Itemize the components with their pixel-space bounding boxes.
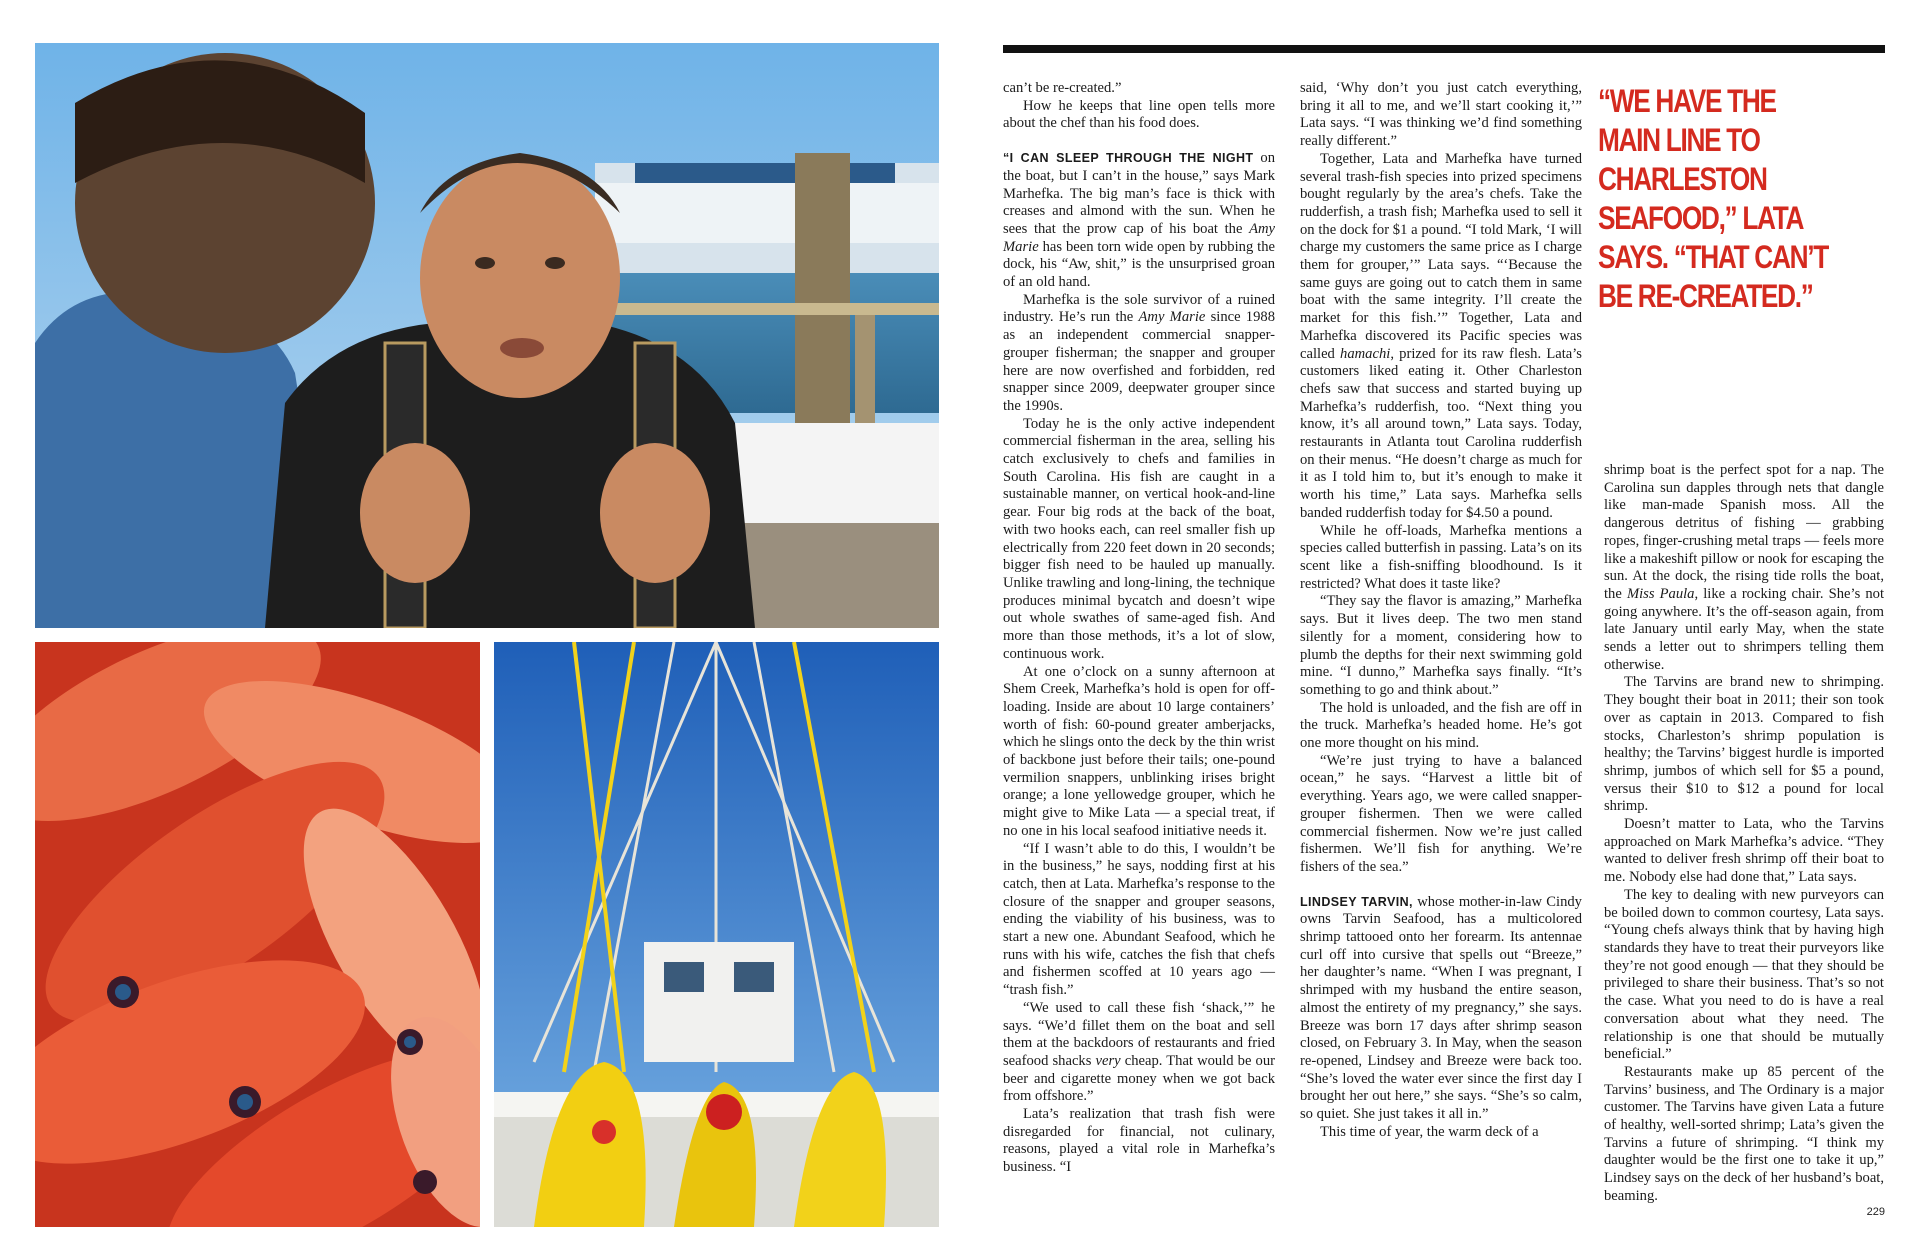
paragraph: shrimp boat is the perfect spot for a nap. The Carolina sun dapples through nets that dangle like man-made Spanish moss. All the dangerous detritus of fishing — grabbing ropes, finger-crushing metal traps — feels more like a makeshift pillow or nook for escaping the sun. At the dock, the rising tide rolls the boat, the Miss Paula, like a rocking chair. She’s not going anywhere. It’s the off-season again, from late January until early May, when the state sends a letter out to shrimpers telling them otherwise. [1604,462,1884,673]
paragraph: How he keeps that line open tells more about the chef than his food does. [1003,97,1275,132]
paragraph: “If I wasn’t able to do this, I wouldn’t be in the business,” he says, nodding first at his catch, then at Lata. Marhefka’s response to the closure of the snapper and grouper seasons, ending the viability of his business, was to start a new one. Abundant Seafood, which he runs with his wife, catches the fish that chefs and fishermen scoffed at 10 years ago — “trash fish.” [1003,840,1275,999]
pull-quote: “WE HAVE THE MAIN LINE TO CHARLESTON SEAFOOD,” LATA SAYS. “THAT CAN’T BE RE-CREATED.” [1598,83,1828,314]
paragraph: The key to dealing with new purveyors can be boiled down to common courtesy, Lata says. “Young chefs always think that by having high standards they have to treat their purveyors like they’re not good enough — that they should be privileged to share their business. That’s so not the case. What you need to do is have a real conversation about what they need. The relationship is one that should be mutually beneficial.” [1604,886,1884,1063]
section-lead-in: LINDSEY TARVIN, [1300,894,1413,909]
paragraph: can’t be re-created.” [1003,80,1122,96]
paragraph: Lata’s realization that trash fish were disregarded for financial, not culinary, reasons, played a vital role in Marhefka’s business. “I [1003,1106,1275,1176]
paragraph: Today he is the only active independent commercial fisherman in the area, selling his catch exclusively to chefs and families in South Carolina. His fish are caught in a sustainable manner, on vertical hook-and-line gear. Four big rods at the back of the boat, with two hooks each, can reel smaller fish up electrically from 220 feet down in 20 seconds; bigger fish need to be hauled up manually. Unlike trawling and long-lining, the technique produces minimal bycatch and doesn’t wipe out whole swathes of same-aged fish. And more than those methods, it’s a lot of slow, continuous work. [1003,415,1275,662]
paragraph: Marhefka is the sole survivor of a ruined industry. He’s run the Amy Marie since 1988 as an independent commercial snapper-grouper fisherman; the snapper and grouper here are now overfished and forbidden, red snapper since 2009, deepwater grouper since the 1990s. [1003,291,1275,414]
paragraph: Together, Lata and Marhefka have turned several trash-fish species into prized specimens bought regularly by the area’s chefs. Take the rudderfish, a trash fish; Marhefka used to sell it on the dock for $1 a pound. “I told Mark, ‘I will charge my customers the same price as I charge them for grouper,’” Lata says. “‘Because the same guys are going out to catch them in same boat with the same integrity. I’ll create the market for this fish.’” Together, Lata and Marhefka discovered its Pacific species was called hamachi, prized for its raw flesh. Lata’s customers liked eating it. Other Charleston chefs saw that success and started buying up Marhefka’s rudderfish, too. “Next thing you know, it’s all around town,” Lata says. Today, restaurants in Atlanta tout Carolina rudderfish on their menus. “He doesn’t charge as much for it as I told him to, but it’s enough to make it worth his time,” Lata says. Marhefka sells banded rudderfish today for $4.50 a pound. [1300,150,1582,521]
paragraph: LINDSEY TARVIN, whose mother-in-law Cindy owns Tarvin Seafood, has a multicolored shrimp tattooed onto her forearm. Its antennae curl off into cursive that spells out “Breeze,” her daughter’s name. “When I was pregnant, I shrimped with my husband the entire season, almost the entirety of my pregnancy,” she says. Breeze was born 17 days after shrimp season closed, on February 3. In May, when the season re-opened, Lindsey and Breeze were back too. “She’s loved the water ever since the first day I brought her out here,” she says. “She’s so calm, so quiet. She just takes it all in.” [1300,893,1582,1123]
paragraph: At one o’clock on a sunny afternoon at Shem Creek, Marhefka’s hold is open for off-loading. Inside are about 10 large containers’ worth of fish: 60-pound greater amberjacks, which he slings onto the deck by the thin wrist of backbone just before their tails; one-pound vermilion snappers, unblinking irises bright orange; a lone yellowedge grouper, which he might give to Mike Lata — a special treat, if no one in his local seafood initiative needs it. [1003,663,1275,839]
paragraph: said, ‘Why don’t you just catch everything, bring it all to me, and we’ll start cooking it,’” Lata says. “I was thinking we’d find something really different.” [1300,80,1582,150]
paragraph: Restaurants make up 85 percent of the Tarvins’ business, and The Ordinary is a major customer. The Tarvins have given Lata a future of healthy, well-sorted shrimp; Lata’s given the Tarvins a future of shrimping. “I think my daughter would be the first one to take it up,” Lindsey says on the deck of her husband’s boat, beaming. [1604,1063,1884,1204]
paragraph: The Tarvins are brand new to shrimping. They bought their boat in 2011; their son took over as captain in 2013. Compared to fish stocks, Charleston’s shrimp population is healthy; the Tarvins’ biggest hurdle is imported shrimp, jumbos of which sell for $5 a pound, versus their $10 to $12 a pound for local shrimp. [1604,674,1884,815]
paragraph: Doesn’t matter to Lata, who the Tarvins approached on Mark Marhefka’s advice. “They wanted to deliver fresh shrimp off their boat to me. Nobody else had done that,” Lata says. [1604,816,1884,886]
article-column-1 [1003,80,1275,1177]
top-rule [1003,45,1885,53]
article-column-3 [1604,462,1884,1206]
paragraph: “We used to call these fish ‘shack,’” he says. “We’d fillet them on the boat and sell them at the backdoors of restaurants and fried seafood shacks very cheap. That would be our beer and cigarette money when we got back from offshore.” [1003,999,1275,1105]
boat-name: Miss Paula [1626,585,1695,602]
boat-name: Amy Marie [1138,309,1206,326]
section-lead-in: “I CAN SLEEP THROUGH THE NIGHT [1003,151,1254,166]
article-column-2 [1300,80,1582,1141]
photo-fisherman-on-dock [35,43,939,628]
boat-name: Amy Marie [1003,220,1275,255]
photo-red-snapper-pile [35,642,480,1227]
paragraph: While he off-loads, Marhefka mentions a species called butterfish in passing. Lata’s on its scent like a fish-sniffing bloodhound. Is it restricted? What does it taste like? [1300,522,1582,592]
paragraph: “I CAN SLEEP THROUGH THE NIGHT on the boat, but I can’t in the house,” says Mark Marhefka. The big man’s face is thick with creases and almond with the sun. When he sees that the prow cap of his boat the Amy Marie has been torn wide open by rubbing the dock, his “Aw, shit,” is the unsurprised groan of an old hand. [1003,150,1275,291]
photo-shrimp-boat-rigging [494,642,939,1227]
paragraph: This time of year, the warm deck of a [1320,1123,1539,1140]
paragraph: The hold is unloaded, and the fish are off in the truck. Marhefka’s headed home. He’s got one more thought on his mind. [1300,699,1582,752]
paragraph: “We’re just trying to have a balanced ocean,” he says. “Harvest a little bit of everything. Years ago, we were called snapper-grouper fishermen. Then we were called commercial fishermen. Now we’re just called fishermen. We’ll fish for anything. We’re fishers of the sea.” [1300,752,1582,875]
paragraph: “They say the flavor is amazing,” Marhefka says. But it lives deep. The two men stand silently for a moment, considering how to plumb the depths for their next swimming gold mine. “I dunno,” Marhefka says finally. “It’s something to go and think about.” [1300,593,1582,698]
page-number: 229 [1866,1206,1885,1218]
